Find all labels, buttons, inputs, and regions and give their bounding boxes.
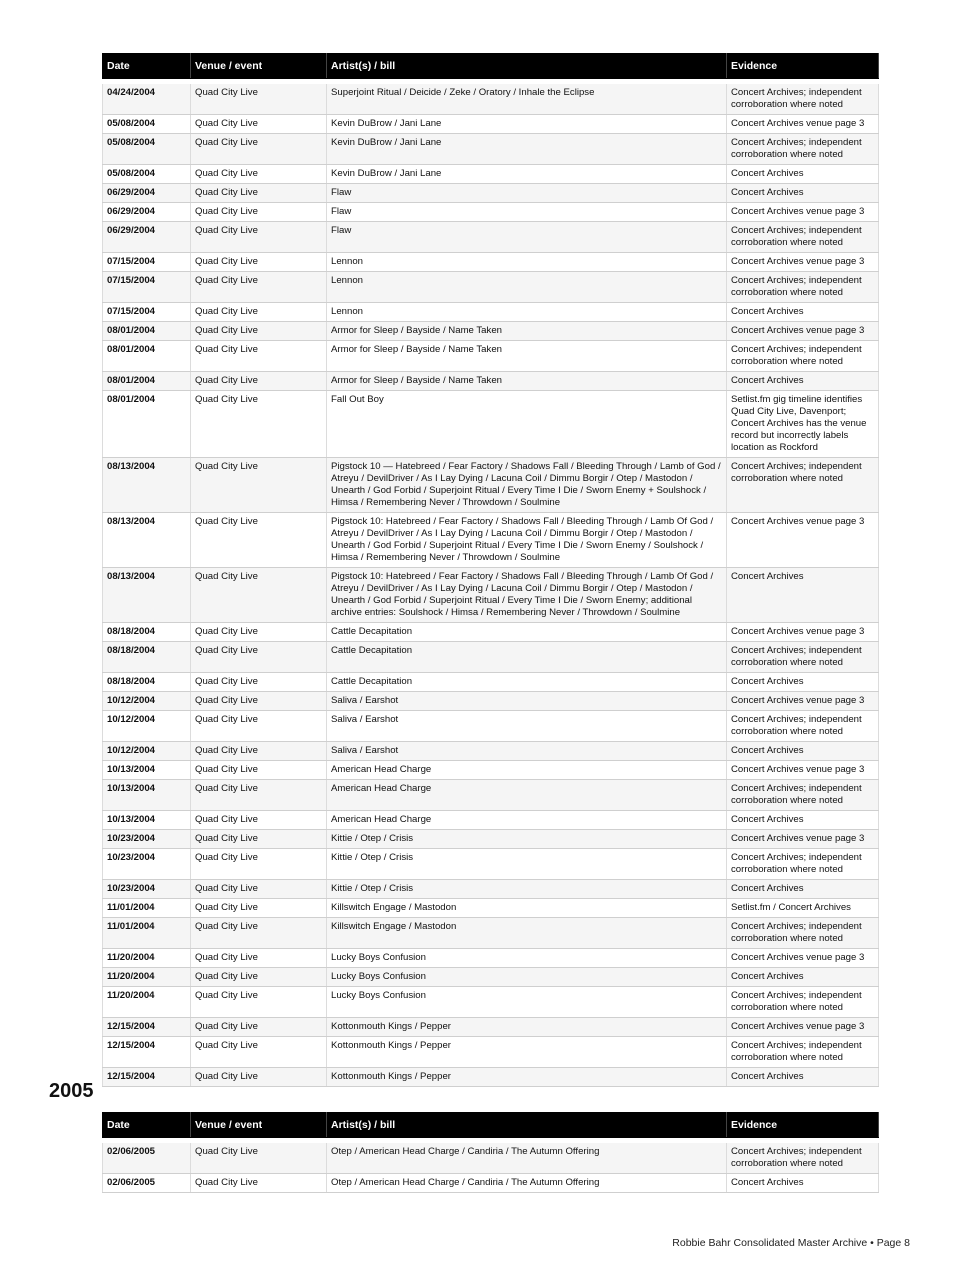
table-row — [103, 203, 879, 222]
cell-evidence: Concert Archives venue page 3 — [727, 761, 879, 780]
cell-evidence: Concert Archives venue page 3 — [727, 1018, 879, 1037]
cell-venue: Quad City Live — [191, 165, 327, 184]
cell-artist: Armor for Sleep / Bayside / Name Taken — [327, 372, 727, 391]
cell-artist: Saliva / Earshot — [327, 742, 727, 761]
cell-date: 08/18/2004 — [103, 623, 191, 642]
cell-evidence: Concert Archives; independent corroboration where noted — [727, 458, 879, 513]
archive-table-2004 — [102, 53, 879, 1087]
cell-artist: Lennon — [327, 253, 727, 272]
cell-date: 11/20/2004 — [103, 987, 191, 1018]
table-header-row — [103, 1113, 879, 1138]
cell-evidence: Concert Archives; independent corroboration where noted — [727, 642, 879, 673]
cell-date: 10/13/2004 — [103, 761, 191, 780]
cell-artist: Flaw — [327, 222, 727, 253]
cell-date: 08/13/2004 — [103, 513, 191, 568]
table-row — [103, 272, 879, 303]
cell-venue: Quad City Live — [191, 458, 327, 513]
cell-evidence: Concert Archives; independent corroboration where noted — [727, 918, 879, 949]
cell-artist: Flaw — [327, 184, 727, 203]
table-row — [103, 673, 879, 692]
table-row — [103, 811, 879, 830]
cell-evidence: Concert Archives — [727, 184, 879, 203]
cell-artist: Lucky Boys Confusion — [327, 949, 727, 968]
cell-evidence: Concert Archives — [727, 742, 879, 761]
table-row — [103, 341, 879, 372]
cell-artist: Saliva / Earshot — [327, 692, 727, 711]
table-row — [103, 322, 879, 341]
cell-evidence: Concert Archives; independent corroboration where noted — [727, 341, 879, 372]
cell-date: 11/20/2004 — [103, 949, 191, 968]
table-row — [103, 303, 879, 322]
cell-artist: Lennon — [327, 272, 727, 303]
cell-artist: American Head Charge — [327, 811, 727, 830]
cell-venue: Quad City Live — [191, 899, 327, 918]
cell-date: 10/23/2004 — [103, 849, 191, 880]
cell-date: 02/06/2005 — [103, 1174, 191, 1193]
cell-venue: Quad City Live — [191, 372, 327, 391]
table-row — [103, 115, 879, 134]
cell-artist: Otep / American Head Charge / Candiria / The Autumn Offering — [327, 1174, 727, 1193]
cell-evidence: Concert Archives; independent corroboration where noted — [727, 780, 879, 811]
cell-artist: Kevin DuBrow / Jani Lane — [327, 134, 727, 165]
cell-artist: Fall Out Boy — [327, 391, 727, 458]
table-row — [103, 1018, 879, 1037]
table-row — [103, 949, 879, 968]
cell-date: 08/13/2004 — [103, 458, 191, 513]
table-row — [103, 849, 879, 880]
cell-date: 02/06/2005 — [103, 1143, 191, 1174]
cell-evidence: Concert Archives venue page 3 — [727, 203, 879, 222]
table-row — [103, 968, 879, 987]
cell-artist: American Head Charge — [327, 761, 727, 780]
cell-evidence: Concert Archives — [727, 165, 879, 184]
table-row — [103, 761, 879, 780]
cell-date: 10/23/2004 — [103, 880, 191, 899]
cell-evidence: Concert Archives — [727, 568, 879, 623]
cell-evidence: Concert Archives; independent corroboration where noted — [727, 1143, 879, 1174]
cell-date: 10/13/2004 — [103, 811, 191, 830]
cell-evidence: Setlist.fm gig timeline identifies Quad City Live, Davenport; Concert Archives has the venue record but incorrectly labels location as Rockford — [727, 391, 879, 458]
table-row — [103, 134, 879, 165]
cell-venue: Quad City Live — [191, 692, 327, 711]
table-row — [103, 742, 879, 761]
cell-venue: Quad City Live — [191, 711, 327, 742]
cell-date: 08/13/2004 — [103, 568, 191, 623]
cell-date: 11/01/2004 — [103, 918, 191, 949]
archive-table-2005 — [102, 1112, 879, 1193]
cell-venue: Quad City Live — [191, 115, 327, 134]
cell-artist: Kevin DuBrow / Jani Lane — [327, 165, 727, 184]
cell-artist: Otep / American Head Charge / Candiria / The Autumn Offering — [327, 1143, 727, 1174]
table-row — [103, 987, 879, 1018]
table-row — [103, 880, 879, 899]
cell-evidence: Setlist.fm / Concert Archives — [727, 899, 879, 918]
table-row — [103, 1068, 879, 1087]
cell-venue: Quad City Live — [191, 222, 327, 253]
cell-evidence: Concert Archives; independent corroboration where noted — [727, 1037, 879, 1068]
table-row — [103, 711, 879, 742]
cell-date: 08/18/2004 — [103, 673, 191, 692]
cell-artist: Kittie / Otep / Crisis — [327, 880, 727, 899]
header-venue: Venue / event — [191, 1113, 327, 1138]
cell-artist: Kottonmouth Kings / Pepper — [327, 1037, 727, 1068]
table-row — [103, 918, 879, 949]
cell-venue: Quad City Live — [191, 1143, 327, 1174]
table-row — [103, 1174, 879, 1193]
cell-artist: Pigstock 10: Hatebreed / Fear Factory / Shadows Fall / Bleeding Through / Lamb Of God / Atreyu / DevilDriver / As I Lay Dying / Lacuna Coil / Dimmu Borgir / Otep / Mastodon / Unearth / God Forbid / Superjoint Ritual / Every Time I Die / Sworn Enemy / Soulshock / Himsa / Remembering Never / Throwdown / Soulmine — [327, 513, 727, 568]
cell-evidence: Concert Archives — [727, 1068, 879, 1087]
cell-date: 08/01/2004 — [103, 341, 191, 372]
cell-date: 04/24/2004 — [103, 84, 191, 115]
cell-evidence: Concert Archives — [727, 811, 879, 830]
cell-artist: Cattle Decapitation — [327, 673, 727, 692]
cell-date: 07/15/2004 — [103, 272, 191, 303]
cell-venue: Quad City Live — [191, 1037, 327, 1068]
cell-venue: Quad City Live — [191, 322, 327, 341]
cell-artist: Superjoint Ritual / Deicide / Zeke / Oratory / Inhale the Eclipse — [327, 84, 727, 115]
header-date: Date — [103, 1113, 191, 1138]
table-row — [103, 568, 879, 623]
cell-evidence: Concert Archives venue page 3 — [727, 115, 879, 134]
cell-artist: Cattle Decapitation — [327, 623, 727, 642]
cell-evidence: Concert Archives — [727, 673, 879, 692]
cell-date: 10/13/2004 — [103, 780, 191, 811]
cell-venue: Quad City Live — [191, 513, 327, 568]
table-row — [103, 184, 879, 203]
cell-artist: Pigstock 10: Hatebreed / Fear Factory / Shadows Fall / Bleeding Through / Lamb Of God / Atreyu / DevilDriver / As I Lay Dying / Lacuna Coil / Dimmu Borgir / Otep / Mastodon / Unearth / God Forbid / Superjoint Ritual / Every Time I Die / Sworn Enemy; additional archive entries: Soulshock / Himsa / Remembering Never / Throwdown / Soulmine — [327, 568, 727, 623]
table-row — [103, 222, 879, 253]
cell-artist: Kevin DuBrow / Jani Lane — [327, 115, 727, 134]
table-row — [103, 780, 879, 811]
table-row — [103, 1143, 879, 1174]
cell-date: 05/08/2004 — [103, 134, 191, 165]
cell-evidence: Concert Archives venue page 3 — [727, 623, 879, 642]
table-row — [103, 165, 879, 184]
table-body-2005 — [103, 1138, 879, 1193]
cell-date: 08/18/2004 — [103, 642, 191, 673]
cell-venue: Quad City Live — [191, 84, 327, 115]
cell-date: 12/15/2004 — [103, 1018, 191, 1037]
cell-venue: Quad City Live — [191, 987, 327, 1018]
header-evidence: Evidence — [727, 54, 879, 79]
table-row — [103, 372, 879, 391]
cell-venue: Quad City Live — [191, 918, 327, 949]
cell-evidence: Concert Archives; independent corroboration where noted — [727, 987, 879, 1018]
cell-venue: Quad City Live — [191, 623, 327, 642]
cell-date: 08/01/2004 — [103, 391, 191, 458]
cell-date: 05/08/2004 — [103, 115, 191, 134]
table-row — [103, 1037, 879, 1068]
cell-venue: Quad City Live — [191, 880, 327, 899]
table-header-row — [103, 54, 879, 79]
cell-venue: Quad City Live — [191, 742, 327, 761]
cell-artist: Cattle Decapitation — [327, 642, 727, 673]
cell-evidence: Concert Archives; independent corroboration where noted — [727, 222, 879, 253]
cell-date: 08/01/2004 — [103, 322, 191, 341]
year-heading: 2005 — [49, 1080, 94, 1102]
cell-venue: Quad City Live — [191, 272, 327, 303]
cell-evidence: Concert Archives; independent corroboration where noted — [727, 272, 879, 303]
cell-evidence: Concert Archives — [727, 303, 879, 322]
cell-date: 10/12/2004 — [103, 711, 191, 742]
table-row — [103, 513, 879, 568]
cell-date: 10/12/2004 — [103, 692, 191, 711]
cell-date: 06/29/2004 — [103, 184, 191, 203]
table-row — [103, 458, 879, 513]
cell-venue: Quad City Live — [191, 968, 327, 987]
cell-artist: Lucky Boys Confusion — [327, 968, 727, 987]
cell-venue: Quad City Live — [191, 341, 327, 372]
header-artist: Artist(s) / bill — [327, 1113, 727, 1138]
cell-venue: Quad City Live — [191, 849, 327, 880]
cell-venue: Quad City Live — [191, 184, 327, 203]
cell-evidence: Concert Archives — [727, 968, 879, 987]
cell-venue: Quad City Live — [191, 642, 327, 673]
cell-date: 06/29/2004 — [103, 203, 191, 222]
cell-venue: Quad City Live — [191, 1174, 327, 1193]
cell-evidence: Concert Archives; independent corroboration where noted — [727, 849, 879, 880]
cell-artist: Lucky Boys Confusion — [327, 987, 727, 1018]
cell-date: 06/29/2004 — [103, 222, 191, 253]
header-evidence: Evidence — [727, 1113, 879, 1138]
cell-artist: Flaw — [327, 203, 727, 222]
table-row — [103, 391, 879, 458]
cell-artist: Saliva / Earshot — [327, 711, 727, 742]
cell-venue: Quad City Live — [191, 1018, 327, 1037]
cell-venue: Quad City Live — [191, 761, 327, 780]
cell-evidence: Concert Archives — [727, 372, 879, 391]
table-body-2004 — [103, 79, 879, 1087]
table-row — [103, 642, 879, 673]
table-row — [103, 253, 879, 272]
cell-venue: Quad City Live — [191, 134, 327, 165]
cell-venue: Quad City Live — [191, 780, 327, 811]
header-artist: Artist(s) / bill — [327, 54, 727, 79]
cell-date: 10/12/2004 — [103, 742, 191, 761]
cell-date: 07/15/2004 — [103, 303, 191, 322]
table-row — [103, 830, 879, 849]
cell-date: 07/15/2004 — [103, 253, 191, 272]
table-row — [103, 84, 879, 115]
cell-venue: Quad City Live — [191, 203, 327, 222]
cell-artist: Kittie / Otep / Crisis — [327, 849, 727, 880]
cell-date: 11/01/2004 — [103, 899, 191, 918]
cell-date: 08/01/2004 — [103, 372, 191, 391]
cell-evidence: Concert Archives venue page 3 — [727, 513, 879, 568]
cell-artist: Armor for Sleep / Bayside / Name Taken — [327, 341, 727, 372]
cell-venue: Quad City Live — [191, 949, 327, 968]
cell-artist: Kittie / Otep / Crisis — [327, 830, 727, 849]
cell-venue: Quad City Live — [191, 303, 327, 322]
cell-evidence: Concert Archives venue page 3 — [727, 830, 879, 849]
cell-artist: Killswitch Engage / Mastodon — [327, 918, 727, 949]
cell-venue: Quad City Live — [191, 673, 327, 692]
cell-evidence: Concert Archives venue page 3 — [727, 692, 879, 711]
page-footer: Robbie Bahr Consolidated Master Archive • Page 8 — [672, 1237, 910, 1249]
cell-artist: Killswitch Engage / Mastodon — [327, 899, 727, 918]
cell-venue: Quad City Live — [191, 391, 327, 458]
table-row — [103, 899, 879, 918]
cell-date: 10/23/2004 — [103, 830, 191, 849]
cell-evidence: Concert Archives venue page 3 — [727, 253, 879, 272]
cell-date: 12/15/2004 — [103, 1068, 191, 1087]
cell-evidence: Concert Archives venue page 3 — [727, 949, 879, 968]
cell-artist: Kottonmouth Kings / Pepper — [327, 1018, 727, 1037]
cell-venue: Quad City Live — [191, 811, 327, 830]
cell-venue: Quad City Live — [191, 568, 327, 623]
cell-artist: Pigstock 10 — Hatebreed / Fear Factory / Shadows Fall / Bleeding Through / Lamb of God / Atreyu / DevilDriver / As I Lay Dying / Lacuna Coil / Dimmu Borgir / Otep / Mastodon / Unearth / God Forbid / Superjoint Ritual / Every Time I Die / Sworn Enemy + Soulshock / Himsa / Remembering Never / Throwdown / Soulmine — [327, 458, 727, 513]
cell-evidence: Concert Archives venue page 3 — [727, 322, 879, 341]
cell-date: 12/15/2004 — [103, 1037, 191, 1068]
cell-venue: Quad City Live — [191, 830, 327, 849]
cell-evidence: Concert Archives — [727, 880, 879, 899]
cell-evidence: Concert Archives; independent corroboration where noted — [727, 84, 879, 115]
header-date: Date — [103, 54, 191, 79]
cell-date: 11/20/2004 — [103, 968, 191, 987]
cell-venue: Quad City Live — [191, 253, 327, 272]
cell-artist: Armor for Sleep / Bayside / Name Taken — [327, 322, 727, 341]
cell-evidence: Concert Archives; independent corroboration where noted — [727, 711, 879, 742]
cell-artist: Lennon — [327, 303, 727, 322]
cell-evidence: Concert Archives; independent corroboration where noted — [727, 134, 879, 165]
cell-venue: Quad City Live — [191, 1068, 327, 1087]
cell-evidence: Concert Archives — [727, 1174, 879, 1193]
header-venue: Venue / event — [191, 54, 327, 79]
cell-date: 05/08/2004 — [103, 165, 191, 184]
table-row — [103, 623, 879, 642]
cell-artist: American Head Charge — [327, 780, 727, 811]
cell-artist: Kottonmouth Kings / Pepper — [327, 1068, 727, 1087]
table-row — [103, 692, 879, 711]
